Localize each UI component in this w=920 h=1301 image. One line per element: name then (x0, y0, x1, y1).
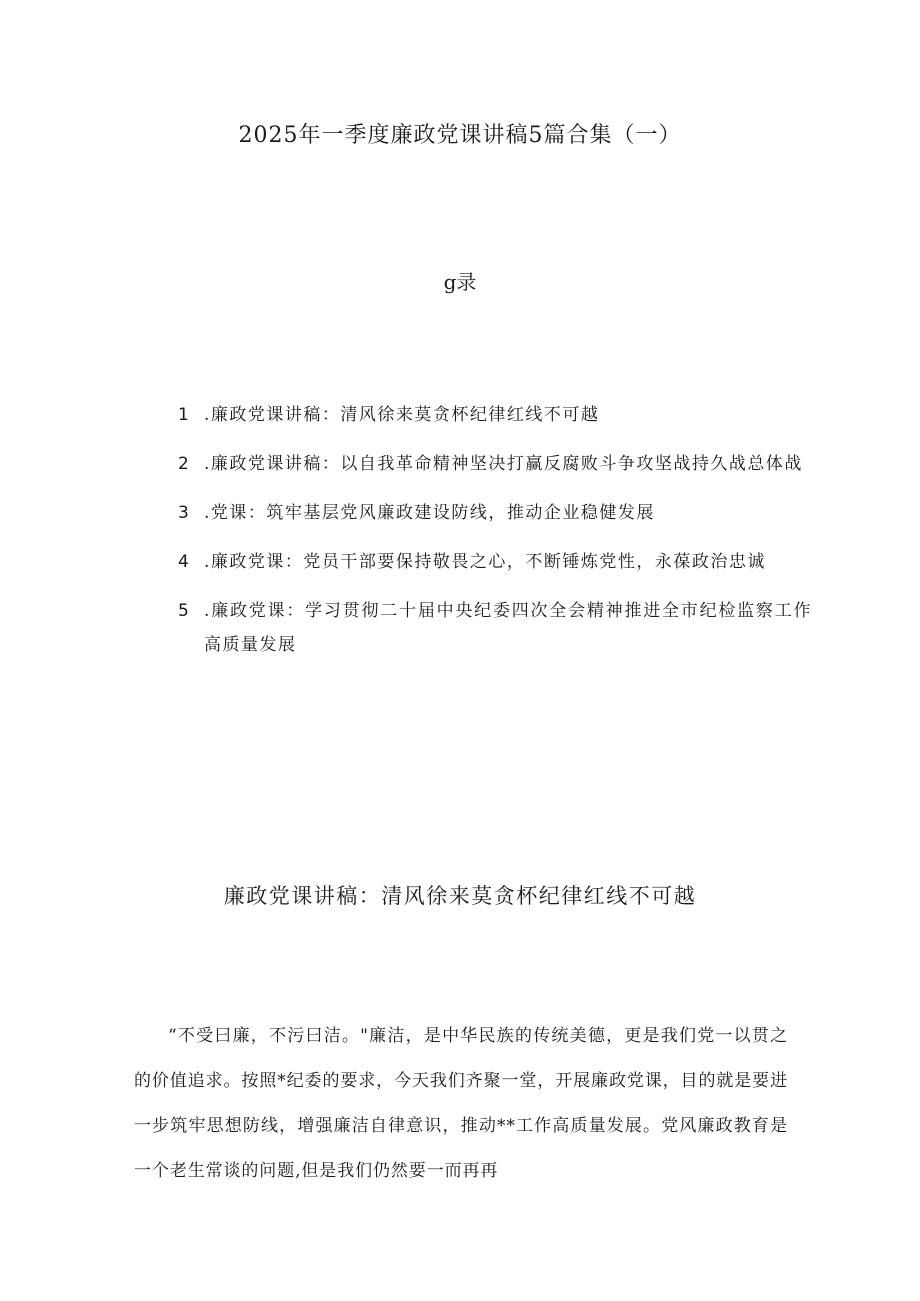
toc-item-number: 4 (178, 552, 191, 572)
toc-item-1 (172, 398, 812, 432)
toc-item-text: .廉政党课：学习贯彻二十届中央纪委四次全会精神推进全市纪检监察工作高质量发展 (204, 601, 812, 655)
body-paragraph: “不受曰廉，不污曰洁。"廉洁，是中华民族的传统美德，更是我们党一以贯之的价值追求。按照*纪委的要求，今天我们齐聚一堂，开展廉政党课，目的就是要进一步筑牢思想防线，增强廉洁自律意识，推动**工作高质量发展。党风廉政教育是一个老生常谈的问题,但是我们仍然要一而再再 (134, 1026, 788, 1181)
toc-item-number: 1 (178, 405, 191, 425)
toc-item-text: .廉政党课讲稿：清风徐来莫贪杯纪律红线不可越 (204, 405, 600, 425)
toc-item-text: .党课：筑牢基层党风廉政建设防线，推动企业稳健发展 (204, 503, 655, 523)
toc-item-4 (172, 545, 812, 579)
toc-item-number: 5 (178, 601, 191, 621)
table-of-contents (172, 398, 812, 677)
toc-heading: g录 (443, 270, 477, 294)
section-title: 廉政党课讲稿：清风徐来莫贪杯纪律红线不可越 (223, 884, 697, 908)
toc-item-number: 3 (178, 503, 191, 523)
document-title: 2025年一季度廉政党课讲稿5篇合集（一） (238, 123, 682, 148)
toc-item-text: .廉政党课：党员干部要保持敬畏之心，不断锤炼党性，永葆政治忠诚 (204, 552, 766, 572)
toc-item-5 (172, 594, 812, 662)
toc-item-3 (172, 496, 812, 530)
toc-item-text: .廉政党课讲稿：以自我革命精神坚决打赢反腐败斗争攻坚战持久战总体战 (204, 454, 803, 474)
toc-item-2 (172, 447, 812, 481)
toc-item-number: 2 (178, 454, 191, 474)
